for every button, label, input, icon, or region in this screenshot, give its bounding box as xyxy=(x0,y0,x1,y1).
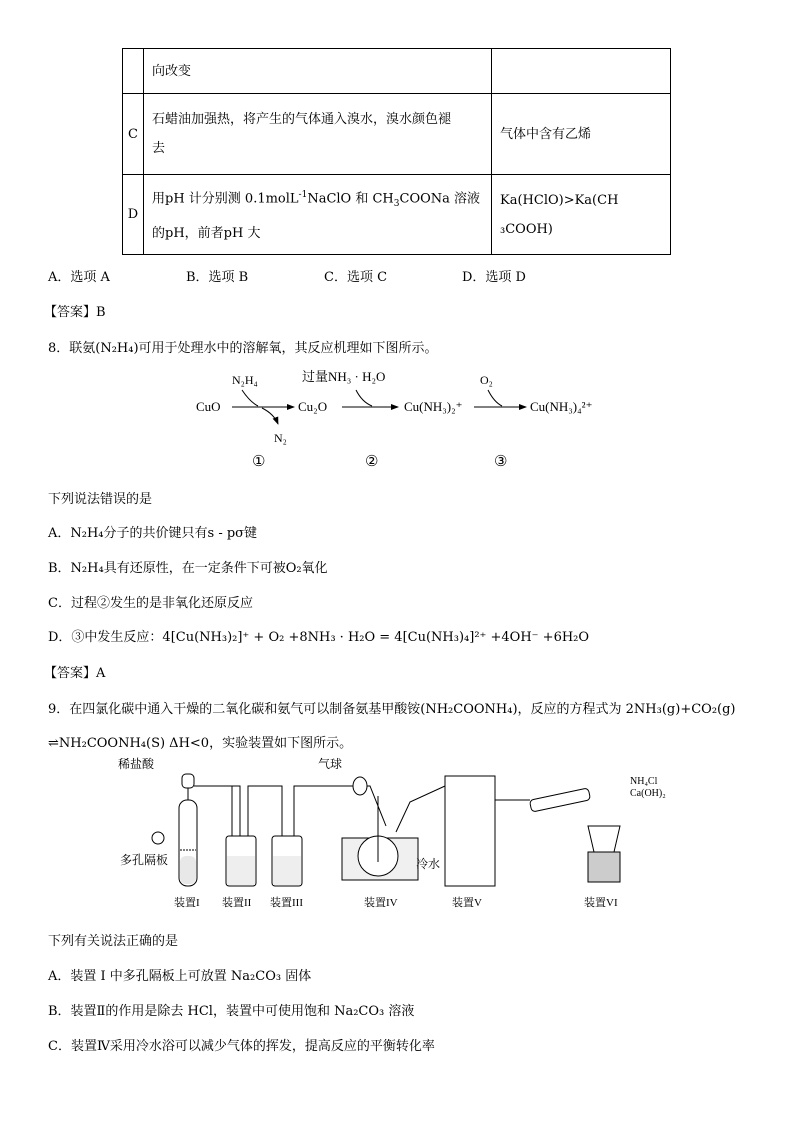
device-4-label: 装置IV xyxy=(364,897,398,909)
q8-stem: 8．联氨(N₂H₄)可用于处理水中的溶解氧，其反应机理如下图所示。 xyxy=(48,341,438,356)
alcohol-lamp xyxy=(588,826,620,852)
cuo-label: CuO xyxy=(196,399,221,414)
q8-mechanism-diagram xyxy=(190,362,610,472)
balloon-label: 气球 xyxy=(318,757,343,771)
heating-tube xyxy=(529,788,590,812)
step2-number: ② xyxy=(365,454,379,470)
step3-number: ③ xyxy=(494,454,508,470)
device-2-label: 装置II xyxy=(222,897,252,909)
row-label: D xyxy=(123,175,144,255)
device-1-label: 装置I xyxy=(174,897,200,909)
experiment-cell: 石蜡油加强热，将产生的气体通入溴水，溴水颜色褪 去 xyxy=(144,94,492,175)
option-a: A．选项 A xyxy=(48,270,110,285)
step1-number: ① xyxy=(252,454,266,470)
q7-answer: 【答案】B xyxy=(44,305,106,320)
q9-prompt: 下列有关说法正确的是 xyxy=(48,934,179,949)
cunh3-4-label: Cu(NH₃)₄²⁺ xyxy=(530,399,593,414)
device-5-label: 装置V xyxy=(452,897,482,909)
q7-options xyxy=(48,266,600,285)
experiment-cell: 向改变 xyxy=(144,49,492,94)
plate-label: 多孔隔板 xyxy=(120,853,169,867)
bottle-2-liquid xyxy=(227,856,255,885)
conclusion-cell: Ka(HClO)>Ka(CH ₃COOH) xyxy=(492,175,671,255)
tube-3-4 xyxy=(294,786,386,836)
lamp-stand xyxy=(588,852,620,882)
cunh3-2-label: Cu(NH₃)₂⁺ xyxy=(404,399,463,414)
table-row xyxy=(123,175,671,255)
cu2o-label: Cu₂O xyxy=(298,399,328,414)
n2h4-label: N₂H₄ xyxy=(232,373,258,387)
conclusion-cell: 气体中含有乙烯 xyxy=(492,94,671,175)
q9-stem-line1: 9．在四氯化碳中通入干燥的二氧化碳和氨气可以制备氨基甲酸铵(NH₂COONH₄)，反应的方程式为 2NH₃(g)+CO₂(g) xyxy=(48,702,736,717)
porous-plate-icon xyxy=(152,832,164,844)
q8-prompt: 下列说法错误的是 xyxy=(48,492,153,507)
q9-stem-line2: ⇌NH₂COONH₄(S) ΔH<0，实验装置如下图所示。 xyxy=(48,736,353,751)
tube-4-5 xyxy=(396,786,445,832)
product-arrow-1 xyxy=(262,408,278,424)
tube-1-2 xyxy=(194,786,240,836)
option-d: D．选项 D xyxy=(462,270,526,285)
device-5-box xyxy=(445,776,495,886)
nh4cl-label: NH₄Cl xyxy=(630,776,658,787)
q9-option-b: B．装置Ⅱ的作用是除去 HCl，装置中可使用饱和 Na₂CO₃ 溶液 xyxy=(48,1004,415,1019)
q8-option-c: C．过程②发生的是非氧化还原反应 xyxy=(48,596,253,611)
q8-option-a: A．N₂H₄分子的共价键只有s - pσ键 xyxy=(48,526,258,541)
device-3-label: 装置III xyxy=(270,897,303,909)
o2-label: O₂ xyxy=(480,373,493,387)
acid-liquid xyxy=(180,856,196,884)
excess-ammonia-label: 过量NH₃ · H₂O xyxy=(302,369,386,384)
q8-option-b: B．N₂H₄具有还原性，在一定条件下可被O₂氧化 xyxy=(48,561,328,576)
q8-answer: 【答案】A xyxy=(44,666,106,681)
q9-apparatus-diagram xyxy=(110,756,710,916)
caoh2-label: Ca(OH)₂ xyxy=(630,788,666,799)
funnel-bulb xyxy=(182,774,194,788)
table-row xyxy=(123,94,671,175)
reactant-arrow-3 xyxy=(488,390,502,406)
reactant-arrow-2 xyxy=(356,390,372,406)
options-table xyxy=(122,48,671,255)
cold-water-label: 冷水 xyxy=(416,857,441,871)
option-c: C．选项 C xyxy=(324,270,388,285)
q9-option-c: C．装置Ⅳ采用冷水浴可以减少气体的挥发，提高反应的平衡转化率 xyxy=(48,1039,435,1054)
row-label: C xyxy=(123,94,144,175)
option-b: B．选项 B xyxy=(186,270,249,285)
reactant-arrow-1 xyxy=(242,390,258,406)
conclusion-cell xyxy=(492,49,671,94)
row-label xyxy=(123,49,144,94)
q9-option-a: A．装置 I 中多孔隔板上可放置 Na₂CO₃ 固体 xyxy=(48,969,312,984)
hcl-label: 稀盐酸 xyxy=(118,757,155,771)
n2-label: N₂ xyxy=(274,431,287,445)
table-row xyxy=(123,49,671,94)
experiment-cell: 用pH 计分别测 0.1molL$^{-1}$NaClO 和 $CH_3COONa$ 溶液 的pH，前者pH 大 xyxy=(144,175,492,255)
bottle-3-liquid xyxy=(273,856,301,885)
q8-option-d: D．③中发生反应：4[Cu(NH₃)₂]⁺ + O₂ +8NH₃ · H₂O = 4[Cu(NH₃)₄]²⁺ +4OH⁻ +6H₂O xyxy=(48,630,590,645)
device-6-label: 装置VI xyxy=(584,897,618,909)
balloon xyxy=(353,777,367,795)
tube-2-3 xyxy=(248,786,282,836)
